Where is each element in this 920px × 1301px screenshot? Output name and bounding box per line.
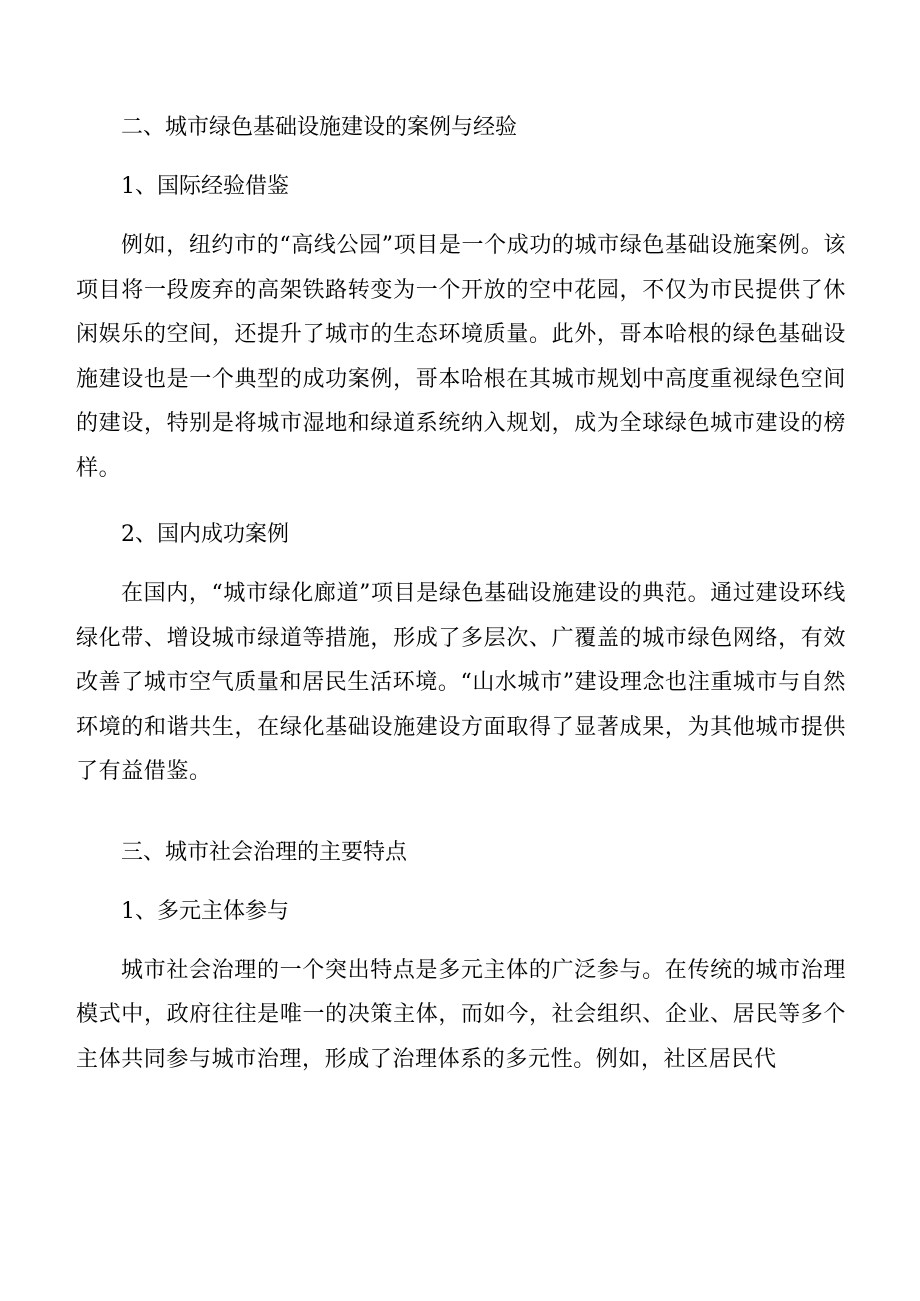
spacer	[76, 933, 846, 949]
spacer	[76, 556, 846, 572]
section-2-heading: 二、城市绿色基础设施建设的案例与经验	[121, 115, 518, 140]
spacer	[76, 149, 846, 165]
section-3-1-paragraph: 城市社会治理的一个突出特点是多元主体的广泛参与。在传统的城市治理模式中，政府往往是唯一的决策主体，而如今，社会组织、企业、居民等多个主体共同参与城市治理，形成了治理体系的多元性。例如，社区居民代	[76, 957, 846, 1072]
section-2-1-heading: 1、国际经验借鉴	[121, 174, 289, 199]
section-2-1-paragraph: 例如，纽约市的“高线公园”项目是一个成功的城市绿色基础设施案例。该项目将一段废弃的高架铁路转变为一个开放的空中花园，不仅为市民提供了休闲娱乐的空间，还提升了城市的生态环境质量。此外，哥本哈根的绿色基础设施建设也是一个典型的成功案例，哥本哈根在其城市规划中高度重视绿色空间的建设，特别是将城市湿地和绿道系统纳入规划，成为全球绿色城市建设的榜样。	[76, 233, 846, 481]
spacer	[76, 795, 846, 831]
section-3-1-heading: 1、多元主体参与	[121, 898, 289, 924]
section-3-heading: 三、城市社会治理的主要特点	[121, 839, 408, 865]
spacer	[76, 208, 846, 224]
section-2-2-paragraph: 在国内，“城市绿化廊道”项目是绿色基础设施建设的典范。通过建设环线绿化带、增设城市绿道等措施，形成了多层次、广覆盖的城市绿色网络，有效改善了城市空气质量和居民生活环境。“山水城市”建设理念也注重城市与自然环境的和谐共生，在绿化基础设施建设方面取得了显著成果，为其他城市提供了有益借鉴。	[76, 581, 846, 784]
section-2-2-heading: 2、国内成功案例	[121, 522, 289, 547]
spacer	[76, 874, 846, 890]
document-body	[76, 106, 846, 1082]
spacer	[76, 491, 846, 513]
